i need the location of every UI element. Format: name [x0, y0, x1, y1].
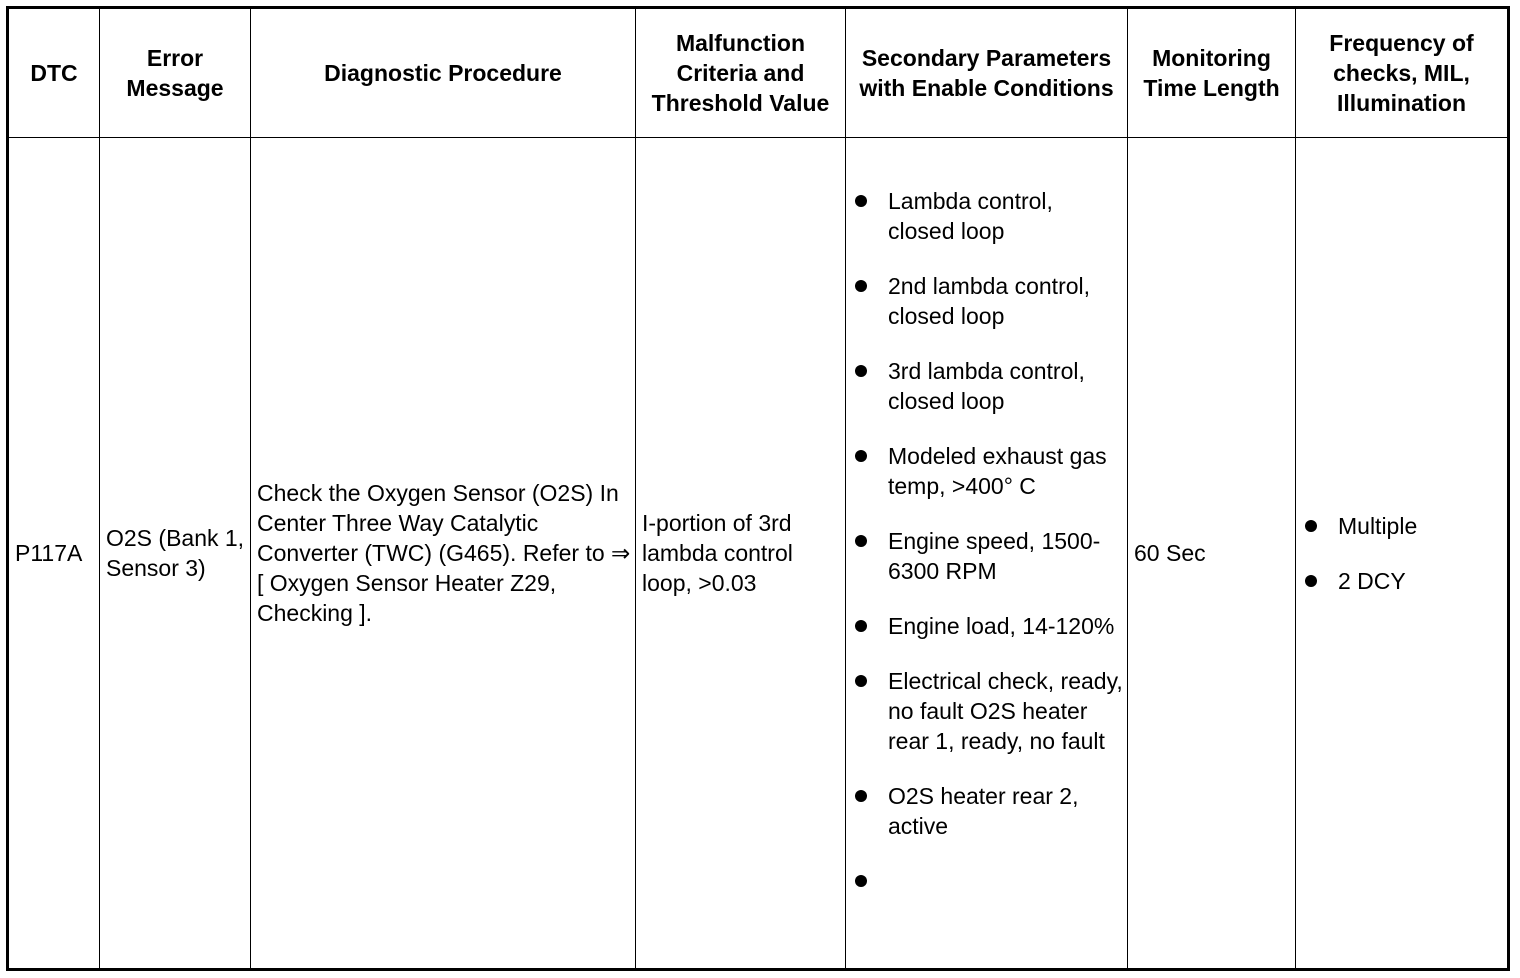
list-item: Electrical check, ready, no fault O2S heater rear 1, ready, no fault [852, 666, 1123, 756]
list-item: Engine speed, 1500-6300 RPM [852, 526, 1123, 586]
header-error-message: Error Message [100, 8, 251, 138]
bullet-icon [855, 790, 867, 802]
header-secondary-parameters: Secondary Parameters with Enable Conditions [846, 8, 1128, 138]
list-item [852, 866, 1123, 896]
bullet-icon [855, 195, 867, 207]
header-row [8, 8, 1509, 138]
list-item: Lambda control, closed loop [852, 186, 1123, 246]
bullet-icon [855, 450, 867, 462]
list-item: 3rd lambda control, closed loop [852, 356, 1123, 416]
cell-malfunction-criteria: I-portion of 3rd lambda control loop, >0.03 [636, 138, 846, 970]
list-item: Engine load, 14-120% [852, 611, 1123, 641]
list-item: 2 DCY [1302, 566, 1503, 596]
cell-monitoring-time: 60 Sec [1128, 138, 1296, 970]
header-frequency: Frequency of checks, MIL, Illumination [1296, 8, 1509, 138]
bullet-icon [855, 620, 867, 632]
secondary-parameters-list [852, 186, 1123, 896]
list-item: 2nd lambda control, closed loop [852, 271, 1123, 331]
cell-error-message: O2S (Bank 1, Sensor 3) [100, 138, 251, 970]
cell-diagnostic-procedure: Check the Oxygen Sensor (O2S) In Center Three Way Catalytic Converter (TWC) (G465). Refer to ⇒ [ Oxygen Sensor Heater Z29, Checking ]. [251, 138, 636, 970]
list-item: Multiple [1302, 511, 1503, 541]
bullet-icon [855, 875, 867, 887]
table-row [8, 138, 1509, 970]
header-monitoring-time: Monitoring Time Length [1128, 8, 1296, 138]
header-malfunction-criteria: Malfunction Criteria and Threshold Value [636, 8, 846, 138]
header-diagnostic-procedure: Diagnostic Procedure [251, 8, 636, 138]
bullet-icon [1305, 520, 1317, 532]
frequency-list [1302, 511, 1503, 596]
bullet-icon [855, 675, 867, 687]
list-item: Modeled exhaust gas temp, >400° C [852, 441, 1123, 501]
bullet-icon [1305, 575, 1317, 587]
bullet-icon [855, 535, 867, 547]
dtc-table [6, 6, 1510, 971]
cell-frequency [1296, 138, 1509, 970]
cell-dtc: P117A [8, 138, 100, 970]
list-item: O2S heater rear 2, active [852, 781, 1123, 841]
bullet-icon [855, 280, 867, 292]
bullet-icon [855, 365, 867, 377]
cell-secondary-parameters [846, 138, 1128, 970]
header-dtc: DTC [8, 8, 100, 138]
